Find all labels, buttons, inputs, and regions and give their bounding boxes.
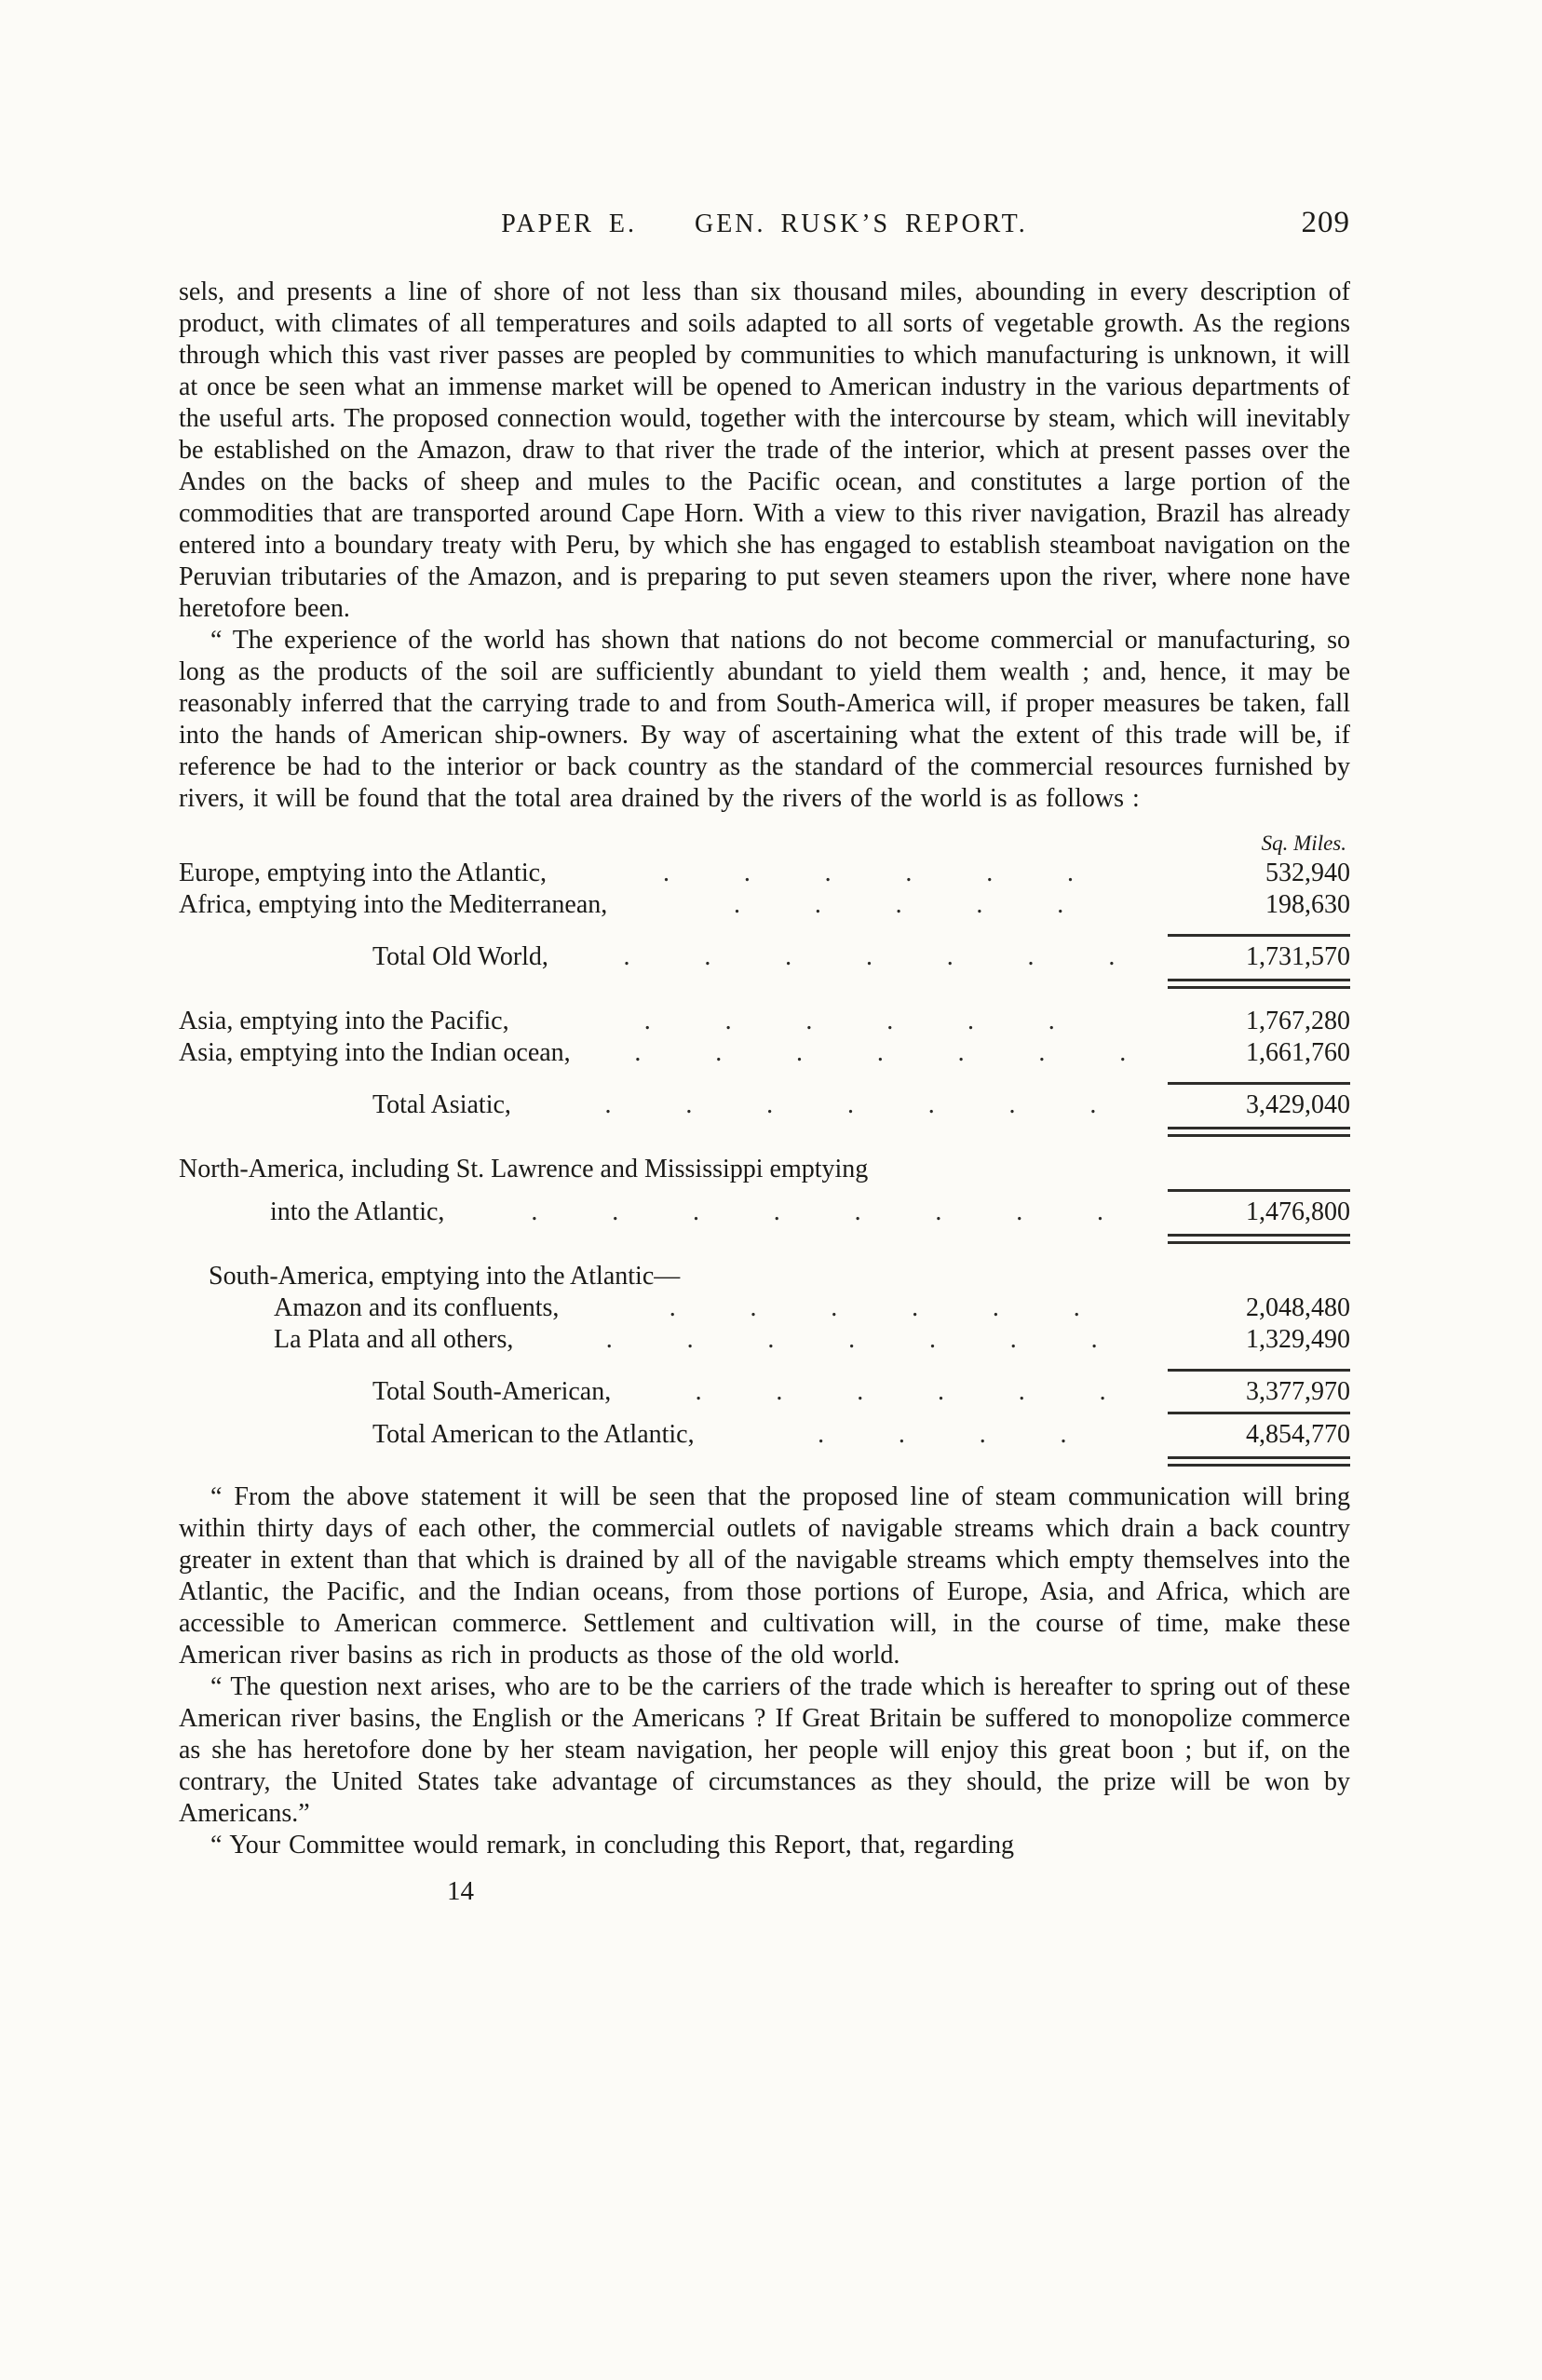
row-value: 1,767,280 xyxy=(1246,1007,1350,1035)
total-rule xyxy=(1168,1189,1350,1192)
row-label: Asia, emptying into the Pacific, xyxy=(179,1007,509,1035)
leader-dots: . . . . . . xyxy=(669,1293,1080,1322)
spacer xyxy=(179,921,1350,930)
drainage-area-table xyxy=(179,832,1350,1467)
row-label: North-America, including St. Lawrence and Mississippi emptying xyxy=(179,1155,869,1183)
row-value: 1,731,570 xyxy=(1246,942,1350,971)
spacer xyxy=(179,1069,1350,1078)
row-label: Europe, emptying into the Atlantic, xyxy=(179,859,548,887)
table-row xyxy=(179,941,1350,973)
total-rule xyxy=(1168,1082,1350,1085)
leader-dots: . . . . . . . xyxy=(623,942,1116,971)
page-number: 209 xyxy=(1301,206,1350,239)
table-row xyxy=(179,1037,1350,1069)
row-value: 2,048,480 xyxy=(1246,1293,1350,1322)
row-value: 1,329,490 xyxy=(1246,1325,1350,1354)
leader-dots: . . . . . . xyxy=(663,859,1075,887)
signature-mark: 14 xyxy=(447,1876,474,1906)
leader-dots: . . . . . . . xyxy=(604,1090,1097,1119)
table-row xyxy=(179,1154,1350,1185)
table-row xyxy=(179,889,1350,921)
row-label: Africa, emptying into the Mediterranean, xyxy=(179,890,608,919)
row-label: Total American to the Atlantic, xyxy=(372,1420,695,1449)
page-header xyxy=(179,206,1350,239)
paragraph: “ Your Committee would remark, in concluding this Report, that, regarding xyxy=(210,1831,1014,1859)
row-label: Total Asiatic, xyxy=(372,1090,511,1119)
spacer xyxy=(179,1251,1350,1261)
leader-dots: . . . . . . . xyxy=(634,1038,1127,1067)
leader-dots: . . . . . . . . xyxy=(531,1197,1104,1226)
row-label: La Plata and all others, xyxy=(274,1325,514,1354)
spacer xyxy=(179,1356,1350,1365)
paragraph: sels, and presents a line of shore of not less than six thousand miles, abounding in every description of product, with climates of all temperatures and soils adapted to all sorts of vegetable growth. As the regions through which this vast river passes are peopled by communities to which manufacturing is unknown, it will at once be seen what an immense market will be opened to American industry in the various departments of the useful arts. The proposed connection would, together with the intercourse by steam, which will inevitably be established on the Amazon, draw to that river the trade of the interior, which at present passes over the Andes on the backs of sheep and mules to the Pacific ocean, and constitutes a large portion of the commodities that are transported around Cape Horn. With a view to this river navigation, Brazil has already entered into a boundary treaty with Peru, by which she has engaged to establish steamboat navigation on the Peruvian tributaries of the Amazon, and is preparing to put seven steamers upon the river, where none have heretofore been. xyxy=(179,277,1350,623)
leader-dots: . . . . . . xyxy=(695,1377,1106,1406)
double-rule xyxy=(1168,1127,1350,1137)
double-rule xyxy=(1168,1456,1350,1467)
row-value: 1,661,760 xyxy=(1246,1038,1350,1067)
page-title: PAPER E. GEN. RUSK’S REPORT. xyxy=(501,210,1028,238)
column-header: Sq. Miles. xyxy=(1261,832,1346,855)
table-row xyxy=(179,1419,1350,1451)
leader-dots: . . . . . . . xyxy=(605,1325,1098,1354)
paragraph: “ The experience of the world has shown that nations do not become commercial or manufacturing, so long as the products of the soil are sufficiently abundant to yield them wealth ; and, hence, it may be reasonably inferred that the carrying trade to and from South-America will, if proper measures be taken, fall into the hands of American ship-owners. By way of ascertaining what the extent of this trade will be, if reference be had to the interior or back country as the standard of the commercial resources furnished by rivers, it will be found that the total area drained by the rivers of the world is as follows : xyxy=(179,626,1350,813)
table-row xyxy=(179,1006,1350,1037)
leader-dots: . . . . . xyxy=(734,890,1064,919)
row-label: Total South-American, xyxy=(372,1377,612,1406)
total-rule xyxy=(1168,1369,1350,1372)
row-value: 3,429,040 xyxy=(1246,1090,1350,1119)
row-value: 1,476,800 xyxy=(1246,1197,1350,1226)
table-row xyxy=(179,1376,1350,1408)
paragraph: “ From the above statement it will be seen that the proposed line of steam communication will bring within thirty days of each other, the commercial outlets of navigable streams which drain a back country greater in extent than that which is drained by all of the navigable streams which empty themselves into the Atlantic, the Pacific, and the Indian oceans, from those portions of Europe, Asia, and Africa, which are accessible to American commerce. Settlement and cultivation will, in the course of time, make these American river basins as rich in products as those of the old world. xyxy=(179,1482,1350,1670)
row-value: 3,377,970 xyxy=(1246,1377,1350,1406)
table-row xyxy=(179,1324,1350,1356)
row-label: Total Old World, xyxy=(372,942,548,971)
spacer xyxy=(179,996,1350,1006)
row-value: 4,854,770 xyxy=(1246,1420,1350,1449)
paragraph: “ The question next arises, who are to be the carriers of the trade which is hereafter to spring out of these American river basins, the English or the Americans ? If Great Britain be suffered to monopolize commerce as she has heretofore done by her steam navigation, her people will enjoy this great boon ; but if, on the contrary, the United States take advantage of circumstances as they should, the prize will be won by Americans.” xyxy=(179,1672,1350,1828)
row-label: into the Atlantic, xyxy=(270,1197,445,1226)
double-rule xyxy=(1168,979,1350,989)
leader-dots: . . . . xyxy=(818,1420,1067,1449)
table-row xyxy=(179,1292,1350,1324)
table-row xyxy=(179,1261,1350,1292)
row-label: Amazon and its confluents, xyxy=(274,1293,560,1322)
table-row xyxy=(179,858,1350,889)
row-value: 198,630 xyxy=(1265,890,1350,919)
table-row xyxy=(179,1089,1350,1121)
total-rule xyxy=(1168,1412,1350,1414)
leader-dots: . . . . . . xyxy=(643,1007,1055,1035)
row-label: Asia, emptying into the Indian ocean, xyxy=(179,1038,571,1067)
table-row xyxy=(179,1197,1350,1228)
row-value: 532,940 xyxy=(1265,859,1350,887)
total-rule xyxy=(1168,934,1350,937)
row-label: South-America, emptying into the Atlantic— xyxy=(209,1262,681,1291)
double-rule xyxy=(1168,1234,1350,1244)
text-block xyxy=(179,206,1350,1907)
spacer xyxy=(179,1144,1350,1154)
